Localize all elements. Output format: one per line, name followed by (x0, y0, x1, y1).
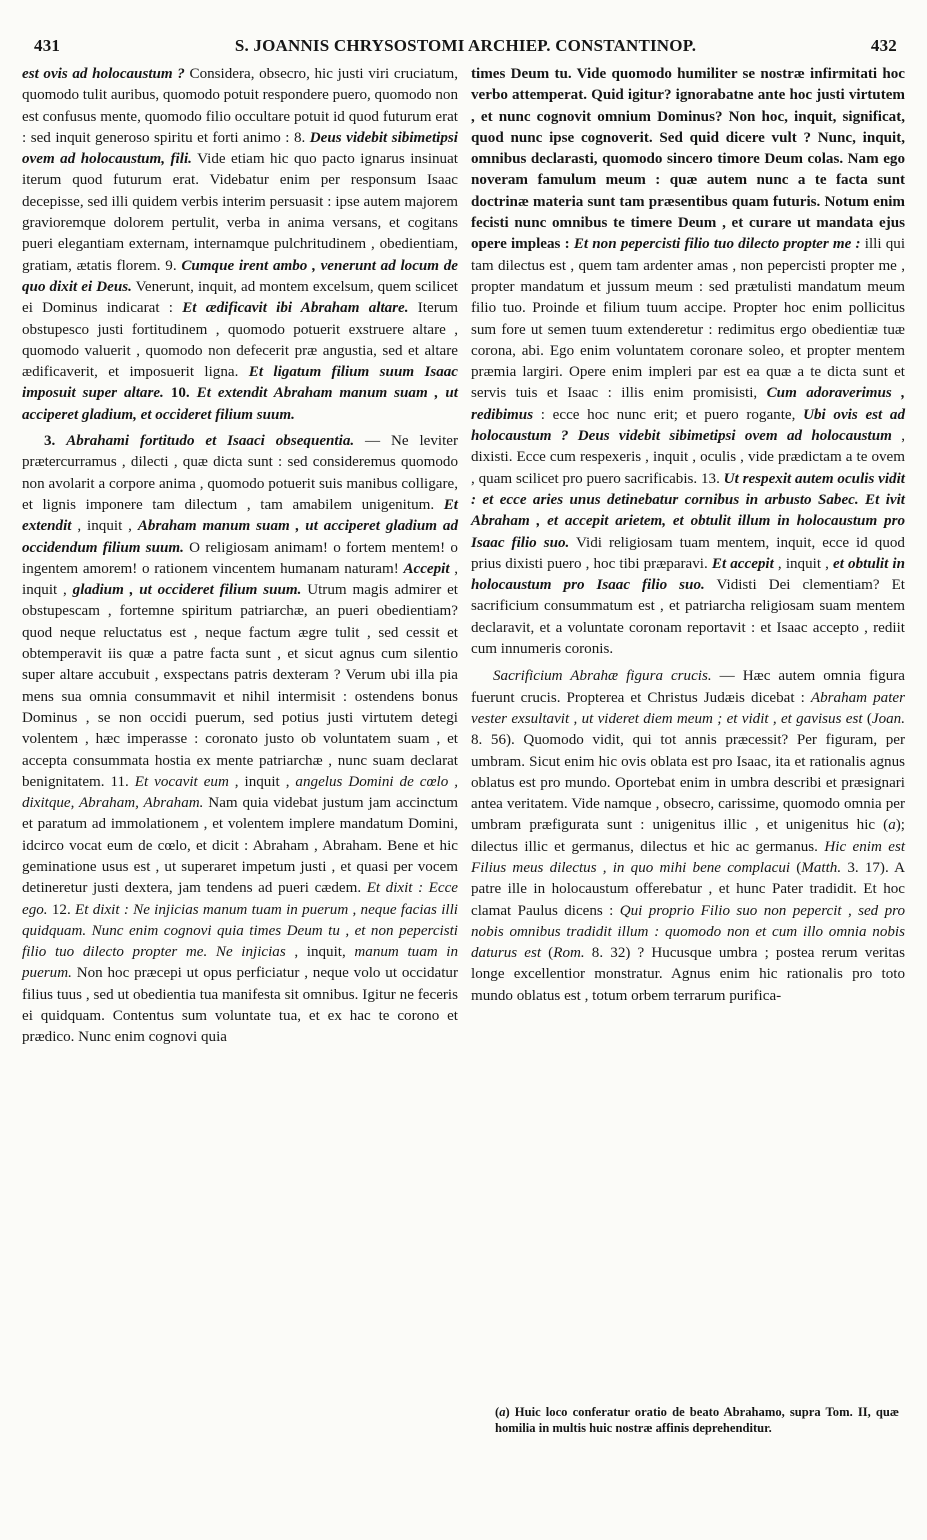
text-run: Iterum obstupesco justi fortitudinem , quomodo potuerit exstruere altare , quomodo valuerit , quomodo non defecerit præ angustia, sed et altare ædificaverit, et imposuerit ligna. (22, 300, 459, 381)
text-run: Venerunt, inquit, ad montem excelsum, quem scilicet ei Dominus indicarat : (22, 278, 458, 317)
text-run: Et ædificavit ibi Abraham altare. (182, 300, 409, 317)
text-run: 8. 56). Quomodo vidit, qui tot annis præcessit? Per figuram, per umbram. Sicut enim hic ovis oblata est pro Isaac, ita et rationalis agnus oblatus est pro mundo. Oportebat enim in umbra describi et præsignari antea veritatem. Vide namque , obsecro, carissime, quomodo omnia per umbram præfigurata sunt : unigenitus illic , et unigenitus hic ( (471, 732, 905, 834)
text-run: ) Huic loco conferatur oratio de beato Abrahamo, supra Tom. II, quæ homilia in multis huic nostræ affinis deprehenditur. (495, 1405, 899, 1435)
text-run: Sacrificium Abrahæ figura crucis. (493, 668, 712, 685)
text-run: Hic enim est Filius meus dilectus , in quo mihi bene complacui (471, 838, 906, 876)
text-run: illi qui tam dilectus est , quem tam ardenter amas , non pepercisti propter me , propter mandatum et jussum meum : sed prætulisti mandatum meum filio tuo. Proinde et filium tuum accipe. Propter hoc enim pollicitus sum fore ut semen tuum extenderetur : redimitus ergo obedientiæ tuæ corona, abi. Ego enim voluntatem coronare soleo, et propter mentem præmia largiri. Opere enim impleri par est ea quæ a te dicta sunt et servis tuis et Isaac : illis enim promisisti, (471, 236, 906, 402)
page-number-left: 431 (34, 36, 61, 55)
text-run: 10. (163, 385, 197, 402)
text-run: — Hæc autem omnia figura fuerunt crucis. Propterea et Christus Judæis dicebat : (471, 668, 906, 706)
text-run: : ecce hoc nunc erit; et puero rogante, (533, 406, 804, 423)
text-run: Abrahami fortitudo et Isaaci obsequentia. (66, 433, 355, 450)
text-run: 3. 17). A patre ille in holocaustum offerebatur , et hunc Pater tradidit. Et hoc clamat Paulus dicens : (471, 859, 905, 919)
text-run: Et vocavit eum (134, 773, 229, 790)
text-run: 8. 32) ? Hucusque umbra ; postea rerum veritas longe excellentior monstratur. Agnus enim hic rationalis pro toto mundo oblatus est , totum orbem terrarum purifica- (471, 945, 906, 1004)
text-run: Matth. (801, 859, 842, 876)
text-run: Joan. (871, 710, 906, 727)
text-run: Et dixit : Ne injicias manum tuam in puerum , neque facias illi quidquam. Nunc enim cognovi quia times Deum tu , et non pepercisti filio tuo dilecto propter me. Ne injicias (22, 901, 458, 961)
text-run: Et extendit Abraham manum suam , ut acciperet gladium, et occideret filium suum. (22, 385, 458, 423)
page-number-right: 432 (870, 36, 897, 55)
text-run: ); dilectus illic et germanus, dilectus et hic ac germanus. (471, 817, 905, 855)
text-run: , inquit , (71, 518, 138, 535)
text-run: , inquit , (22, 560, 458, 599)
text-run: est ovis ad holocaustum ? (22, 66, 185, 82)
text-run: Et non pepercisti filio tuo dilecto propter me : (573, 236, 861, 253)
running-header (34, 36, 897, 58)
text-run: , dixisti. Ecce cum respexeris , inquit , oculis , vide prædictam a te ovem , quam scilicet pro puero sacrificabis. 13. (471, 428, 905, 487)
text-run: O religiosam animam! o fortem mentem! o ingentem amorem! o rationem vincentem humanam naturam! (22, 539, 458, 577)
text-run: , inquit , (773, 555, 834, 572)
text-run: ( (495, 1405, 500, 1419)
text-run: Et extendit (22, 496, 458, 535)
text-run: Vidi religiosam tuam mentem, inquit, ecce id quod prius dixisti puero , hoc tibi præparavi. (471, 534, 905, 572)
text-run: Accepit (403, 560, 450, 577)
text-run: Et dixit : Ecce ego. (22, 880, 458, 918)
right-paragraph-2 (471, 666, 905, 1007)
right-column (471, 64, 905, 1007)
text-run: ( (541, 945, 554, 962)
left-paragraph-1 (22, 64, 458, 426)
text-run: Abraham pater vester exsultavit , ut videret diem meum ; et vidit , et gavisus est (471, 689, 905, 727)
text-run: Ubi ovis est ad holocaustum ? Deus videbit sibimetipsi ovem ad holocaustum (471, 406, 906, 445)
text-run: ( (862, 710, 872, 727)
text-run: Deus videbit sibimetipsi ovem ad holocaustum, fili. (22, 129, 458, 168)
text-run: Qui proprio Filio suo non pepercit , sed pro nobis omnibus tradidit illum : quomodo non et cum illo omnia nobis daturus est (471, 902, 905, 962)
text-run: Et accepit (711, 555, 774, 572)
text-run: Abraham manum suam , ut acciperet gladium ad occidendum filium suum. (22, 518, 458, 556)
text-run: Cum adoraverimus , redibimus (471, 385, 905, 423)
text-run: Non hoc præcepi ut opus perficiatur , neque volo ut occidatur filius tuus , sed ut obedientia tua manifesta sit omnibus. Igitur ne feceris ei quidquam. Contentus sum voluntate tua, et ex hac te corono et prædico. Nunc enim cognovi quia (22, 965, 458, 1046)
text-run: ( (790, 859, 802, 876)
text-run: Considera, obsecro, hic justi viri cruciatum, quomodo tulit auribus, quomodo potuit respondere puero, quomodo non est confusus mente, quomodo filio occultare potuit id quod futurum erat : sed inquit generoso spiritu et forti animo : 8. (22, 66, 458, 146)
text-run: Ut respexit autem oculis vidit : et ecce aries unus detinebatur cornibus in arbusto Sabec. Et ivit Abraham , et accepit arietem, et obtulit illum in holocaustum pro Isaac filio suo. (471, 470, 905, 551)
text-run: angelus Domini de cœlo , dixitque, Abraham, Abraham. (22, 773, 458, 812)
text-run: times Deum tu. Vide quomodo humiliter se nostræ infirmitati hoc verbo attemperat. Quid igitur? ignorabatne ante hoc justi virtutem , et nunc cognovit omnium Dominus? Non hoc, inquit, significat, quod nunc ipse cognoverit. Sed quid dicere vult ? Nunc, inquit, omnibus declarasti, quomodo sincero timore Deum colas. Nam ego noveram famulum meum : quæ autem nunc a te facta sunt doctrinæ materia sunt tam præsentibus quam futuris. Notum enim fecisti nunc omnibus te timere Deum , et curare ut mandata ejus opere impleas : (471, 66, 905, 253)
text-run: Utrum magis admirer et obstupescam , fortemne spiritum patriarchæ, an pueri obedientiam? quod neque reluctatus est , neque factum ægre tulit , sed cessit et obtemperavit iis quæ a patre facta sunt , et sicut agnus cum silentio super altare accubuit , exspectans patris dexteram ? Verum ubi illa pia mens sua omnia consummavit et nihil intermisit : ostendens bonus Dominus , se non occidi puerum, sed potius justi virtutem detegi volentem , hæc imperasse : coronato justo ob voluntatem suam , et accepta consummata hostia ex mente patriarchæ , nunc suam declarat benignitatem. 11. (22, 582, 458, 790)
running-title: S. JOANNIS CHRYSOSTOMI ARCHIEP. CONSTANTINOP. (234, 36, 697, 55)
text-run: , inquit , (228, 773, 296, 790)
right-paragraph-1 (471, 64, 905, 660)
text-run: a (499, 1405, 506, 1419)
text-run: Cumque irent ambo , venerunt ad locum de quo dixit ei Deus. (22, 257, 459, 295)
text-run: Et ligatum filium suum Isaac imposuit super altare. (22, 364, 458, 402)
text-run: — Ne leviter prætercurramus , dilecti , quæ dicta sunt : sed consideremus quomodo non avolarit a corpore anima , quomodo potuerit suis manibus colligare, et lignis imponere tam dilectum , tam amabilem unigenitum. (22, 433, 459, 513)
text-run: et obtulit in holocaustum pro Isaac filio suo. (471, 555, 905, 594)
left-paragraph-2 (22, 431, 458, 1049)
text-run: , inquit, (285, 944, 355, 961)
left-column (22, 64, 458, 1049)
footnote (495, 1405, 899, 1436)
text-run: a (888, 817, 896, 834)
text-run: Vide etiam hic quo pacto ignarus insinuat iterum quod futurum erat. Videbatur enim per responsum Isaac decepisse, sed illi quidem verbis interim persuasit : ipse autem majorem gravioremque dolorem pertulit, verba in anima versans, et cogitans pueri elegantiam externam, internamque pulchritudinem , obedientiam, gratiam, ætatis florem. 9. (22, 151, 458, 274)
text-run: 3. (44, 433, 67, 450)
text-run: manum tuam in puerum. (22, 944, 459, 982)
text-run: Nam quia videbat justum jam accinctum et paratum ad immolationem , et volentem implere mandatum Domini, idcirco vocat eum de cœlo, et dicit : Abraham , Abraham. Bene et hic geminatione usus est , ut superaret impetum justi , et quasi per vocem detineretur justi dextera, jam tendens ad pueri cædem. (22, 795, 459, 897)
text-run: Rom. (553, 945, 585, 962)
text-run: gladium , ut occideret filium suum. (72, 582, 302, 599)
text-run: 12. (47, 901, 76, 918)
text-run: Vidisti Dei clementiam? Et sacrificium consummatum est , et patriarcha religiosam suam mentem declaravit, et a voluntate coronam reportavit : et Isaac accepto , rediit cum innumeris coronis. (471, 577, 906, 658)
